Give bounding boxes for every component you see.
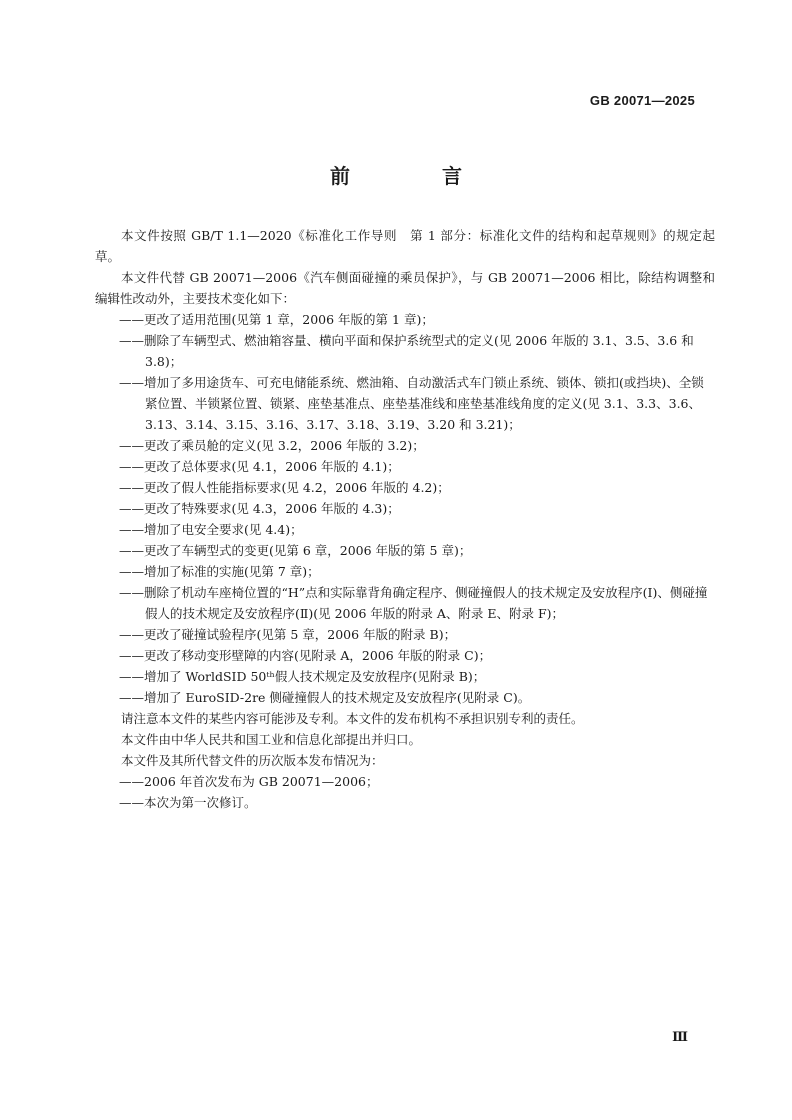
list-item: ——更改了特殊要求(见 4.3，2006 年版的 4.3)； bbox=[119, 501, 400, 516]
list-item: ——增加了 EuroSID-2re 侧碰撞假人的技术规定及安放程序(见附录 C)。 bbox=[119, 690, 531, 705]
list-item: ——更改了适用范围(见第 1 章，2006 年版的第 1 章)； bbox=[119, 312, 434, 327]
list-item: ——增加了电安全要求(见 4.4)； bbox=[119, 522, 303, 537]
foreword-body bbox=[95, 225, 715, 813]
list-item: ——删除了车辆型式、燃油箱容量、横向平面和保护系统型式的定义(见 2006 年版的 3.1、3.5、3.6 和 3.8)； bbox=[119, 333, 694, 369]
history-list bbox=[95, 771, 715, 813]
paragraph-replacement: 本文件代替 GB 20071—2006《汽车侧面碰撞的乘员保护》，与 GB 20071—2006 相比，除结构调整和编辑性改动外，主要技术变化如下： bbox=[95, 270, 715, 306]
list-item: ——更改了移动变形壁障的内容(见附录 A，2006 年版的附录 C)； bbox=[119, 648, 492, 663]
list-item: ——更改了假人性能指标要求(见 4.2，2006 年版的 4.2)； bbox=[119, 480, 450, 495]
list-item: ——本次为第一次修订。 bbox=[119, 795, 257, 810]
page-title: 前 言 bbox=[330, 164, 498, 188]
list-item: ——更改了碰撞试验程序(见第 5 章，2006 年版的附录 B)； bbox=[119, 627, 457, 642]
list-item: ——更改了车辆型式的变更(见第 6 章，2006 年版的第 5 章)； bbox=[119, 543, 472, 558]
paragraph-drafting-rules: 本文件按照 GB/T 1.1—2020《标准化工作导则 第 1 部分：标准化文件的结构和起草规则》的规定起草。 bbox=[95, 228, 715, 264]
standard-code: GB 20071—2025 bbox=[589, 93, 695, 108]
changes-list bbox=[95, 309, 715, 708]
list-item: ——2006 年首次发布为 GB 20071—2006； bbox=[119, 774, 379, 789]
list-item: ——增加了多用途货车、可充电储能系统、燃油箱、自动激活式车门锁止系统、锁体、锁扣(或挡块)、全锁紧位置、半锁紧位置、锁紧、座垫基准点、座垫基准线和座垫基准线角度的定义(见 3.1、3.3、3.6、3.13、3.14、3.15、3.16、3.17、3.18、3.19、3.20 和 3.21)； bbox=[119, 375, 704, 432]
list-item: ——更改了总体要求(见 4.1，2006 年版的 4.1)； bbox=[119, 459, 400, 474]
list-item: ——删除了机动车座椅位置的“H”点和实际靠背角确定程序、侧碰撞假人的技术规定及安放程序(Ⅰ)、侧碰撞假人的技术规定及安放程序(Ⅱ)(见 2006 年版的附录 A、附录 E、附录 F)； bbox=[119, 585, 708, 621]
list-item: ——增加了标准的实施(见第 7 章)； bbox=[119, 564, 320, 579]
list-item: ——更改了乘员舱的定义(见 3.2，2006 年版的 3.2)； bbox=[119, 438, 425, 453]
paragraph-history-intro: 本文件及其所代替文件的历次版本发布情况为： bbox=[121, 753, 384, 768]
list-item: ——增加了 WorldSID 50ᵗʰ假人技术规定及安放程序(见附录 B)； bbox=[119, 669, 486, 684]
paragraph-patent-notice: 请注意本文件的某些内容可能涉及专利。本文件的发布机构不承担识别专利的责任。 bbox=[121, 711, 584, 726]
paragraph-proposer: 本文件由中华人民共和国工业和信息化部提出并归口。 bbox=[121, 732, 422, 747]
page-number: Ⅲ bbox=[672, 1030, 688, 1045]
